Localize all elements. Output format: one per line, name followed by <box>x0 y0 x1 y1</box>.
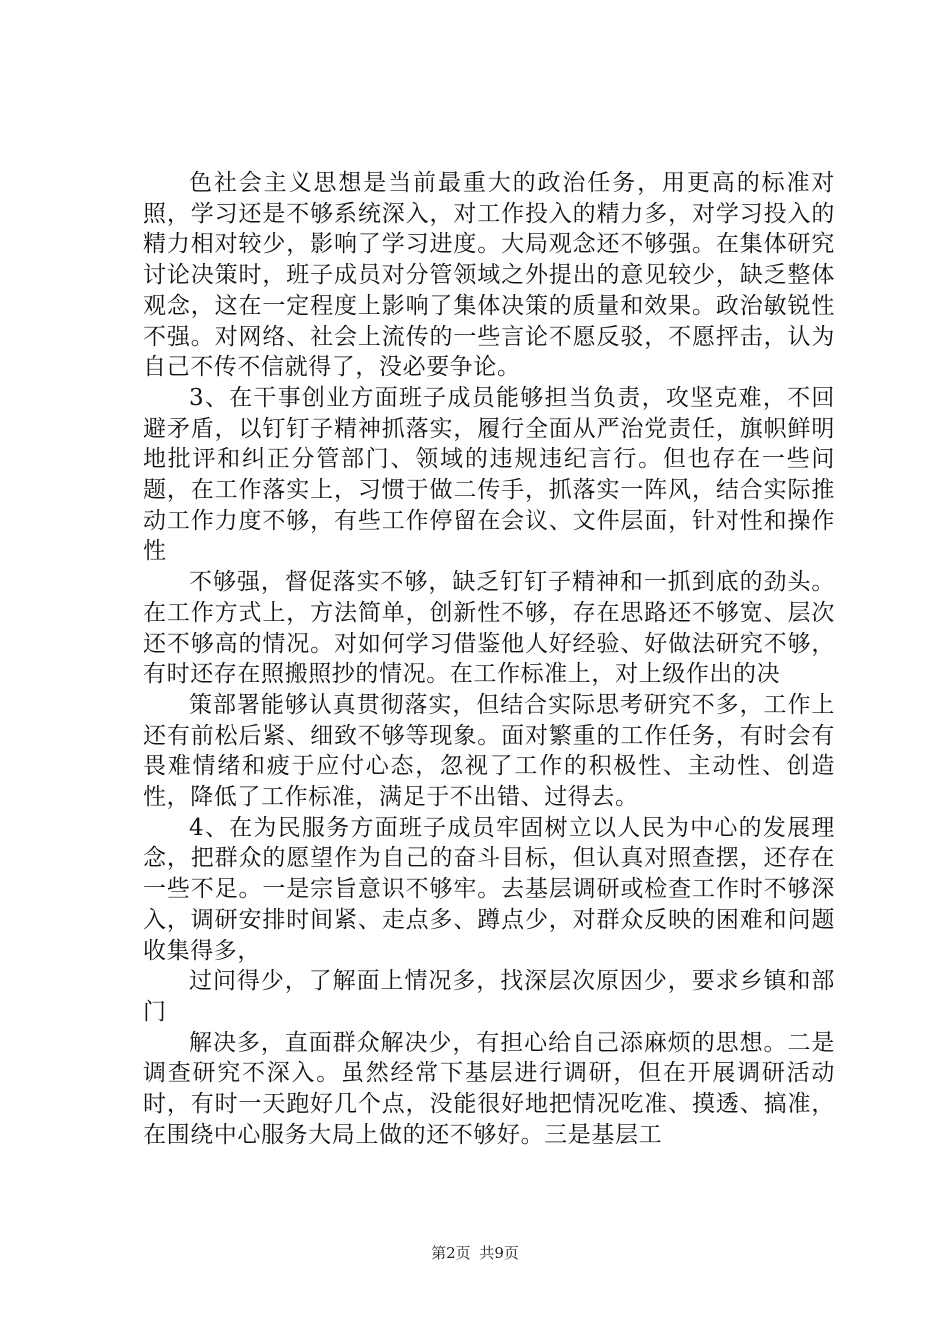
document-body <box>143 168 835 1151</box>
paragraph: 色社会主义思想是当前最重大的政治任务，用更高的标准对照，学习还是不够系统深入，对工作投入的精力多，对学习投入的精力相对较少，影响了学习进度。大局观念还不够强。在集体研究讨论决策时，班子成员对分管领域之外提出的意见较少，缺乏整体观念，这在一定程度上影响了集体决策的质量和效果。政治敏锐性不强。对网络、社会上流传的一些言论不愿反驳，不愿抨击，认为自己不传不信就得了，没必要争论。 <box>143 170 835 381</box>
page-footer <box>0 1242 950 1263</box>
paragraph: 4、在为民服务方面班子成员牢固树立以人民为中心的发展理念，把群众的愿望作为自己的奋斗目标，但认真对照查摆，还存在一些不足。一是宗旨意识不够牢。去基层调研或检查工作时不够深入，调研安排时间紧、走点多、蹲点少，对群众反映的困难和问题收集得多， <box>143 814 835 964</box>
paragraph: 过问得少，了解面上情况多，找深层次原因少，要求乡镇和部门 <box>143 968 835 1025</box>
page-number: 第2页 <box>431 1244 471 1262</box>
paragraph: 解决多，直面群众解决少，有担心给自己添麻烦的思想。二是调查研究不深入。虽然经常下基层进行调研，但在开展调研活动时，有时一天跑好几个点，没能很好地把情况吃准、摸透、搞准，在围绕中心服务大局上做的还不够好。三是基层工 <box>143 1029 835 1148</box>
paragraph: 策部署能够认真贯彻落实，但结合实际思考研究不多，工作上还有前松后紧、细致不够等现象。面对繁重的工作任务，有时会有畏难情绪和疲于应付心态，忽视了工作的积极性、主动性、创造性，降低了工作标准，满足于不出错、过得去。 <box>143 691 835 811</box>
paragraph: 不够强，督促落实不够，缺乏钉钉子精神和一抓到底的劲头。在工作方式上，方法简单，创新性不够，存在思路还不够宽、层次还不够高的情况。对如何学习借鉴他人好经验、好做法研究不够，有时还存在照搬照抄的情况。在工作标准上，对上级作出的决 <box>143 569 835 688</box>
paragraph: 3、在干事创业方面班子成员能够担当负责，攻坚克难，不回避矛盾，以钉钉子精神抓落实，履行全面从严治党责任，旗帜鲜明地批评和纠正分管部门、领域的违规违纪言行。但也存在一些问题，在工作落实上，习惯于做二传手，抓落实一阵风，结合实际推动工作力度不够，有些工作停留在会议、文件层面，针对性和操作性 <box>143 384 835 565</box>
page-total: 共9页 <box>479 1244 519 1262</box>
